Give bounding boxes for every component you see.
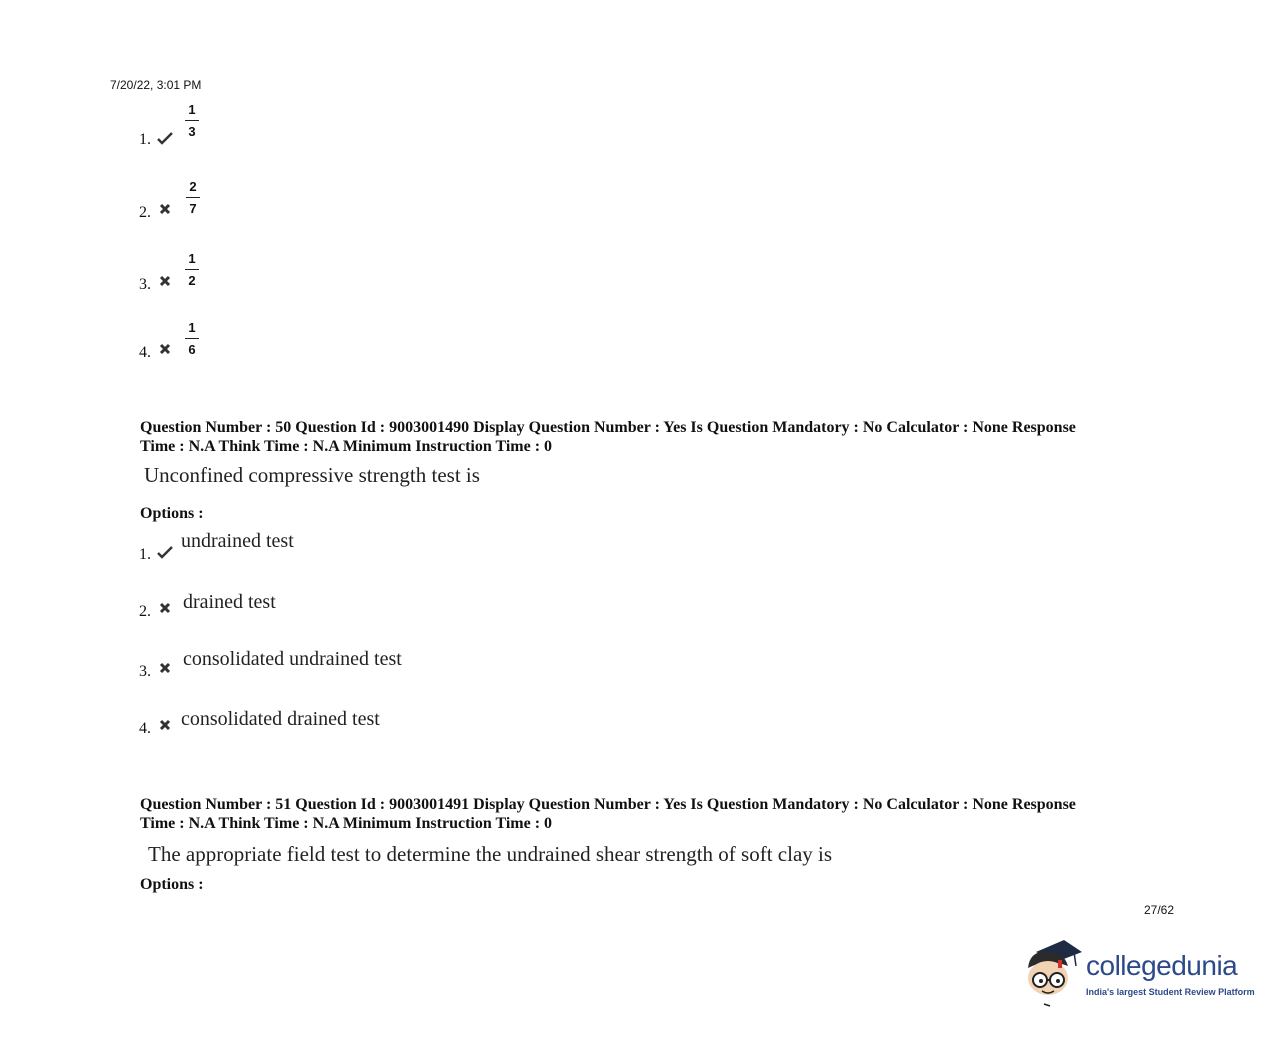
option-fraction <box>185 102 199 139</box>
option-number: 2. <box>139 204 151 221</box>
fraction-numerator: 2 <box>189 179 197 194</box>
cross-icon <box>159 719 175 733</box>
option-fraction <box>185 320 199 357</box>
option-fraction <box>186 179 200 216</box>
question-meta-line2: Time : N.A Think Time : N.A Minimum Instruction Time : 0 <box>140 438 553 455</box>
fraction-numerator: 1 <box>188 102 196 117</box>
page-number: 27/62 <box>1144 903 1175 917</box>
question-meta-line1: Question Number : 51 Question Id : 9003001491 Display Question Number : Yes Is Question Mandatory : No Calculator : None Response <box>140 796 1076 813</box>
option-text: consolidated drained test <box>181 708 380 730</box>
question-meta <box>140 418 1170 456</box>
question-meta <box>140 795 1170 833</box>
option-number: 4. <box>139 344 151 361</box>
fraction-denominator: 2 <box>188 273 196 288</box>
question-meta-line1: Question Number : 50 Question Id : 9003001490 Display Question Number : Yes Is Question Mandatory : No Calculator : None Response <box>140 419 1076 436</box>
cross-icon <box>159 662 175 676</box>
cross-icon <box>159 203 175 217</box>
option-fraction <box>185 251 199 288</box>
option-text: undrained test <box>181 530 294 552</box>
fraction-numerator: 1 <box>188 251 196 266</box>
option-number: 1. <box>139 131 151 148</box>
cross-icon <box>159 343 175 357</box>
collegedunia-logo <box>1024 938 1256 1008</box>
option-number: 3. <box>139 663 151 680</box>
option-text: drained test <box>183 591 276 613</box>
question-meta-line2: Time : N.A Think Time : N.A Minimum Instruction Time : 0 <box>140 815 553 832</box>
option-text: consolidated undrained test <box>183 648 402 670</box>
cross-icon <box>159 602 175 616</box>
fraction-numerator: 1 <box>188 320 196 335</box>
options-label: Options : <box>140 505 204 522</box>
check-icon <box>157 545 173 559</box>
fraction-denominator: 7 <box>189 201 197 216</box>
fraction-denominator: 3 <box>188 124 196 139</box>
question-text: The appropriate field test to determine the undrained shear strength of soft clay is <box>148 842 833 866</box>
mascot-icon <box>1024 938 1086 1008</box>
check-icon <box>157 131 173 145</box>
option-number: 3. <box>139 276 151 293</box>
cross-icon <box>159 275 175 289</box>
logo-tagline: India's largest Student Review Platform <box>1086 987 1255 997</box>
logo-wordmark: collegedunia <box>1086 950 1238 981</box>
options-label: Options : <box>140 876 204 893</box>
option-number: 1. <box>139 546 151 563</box>
question-text: Unconfined compressive strength test is <box>144 463 480 487</box>
fraction-denominator: 6 <box>188 342 196 357</box>
option-number: 4. <box>139 720 151 737</box>
print-timestamp: 7/20/22, 3:01 PM <box>110 78 202 92</box>
option-number: 2. <box>139 603 151 620</box>
